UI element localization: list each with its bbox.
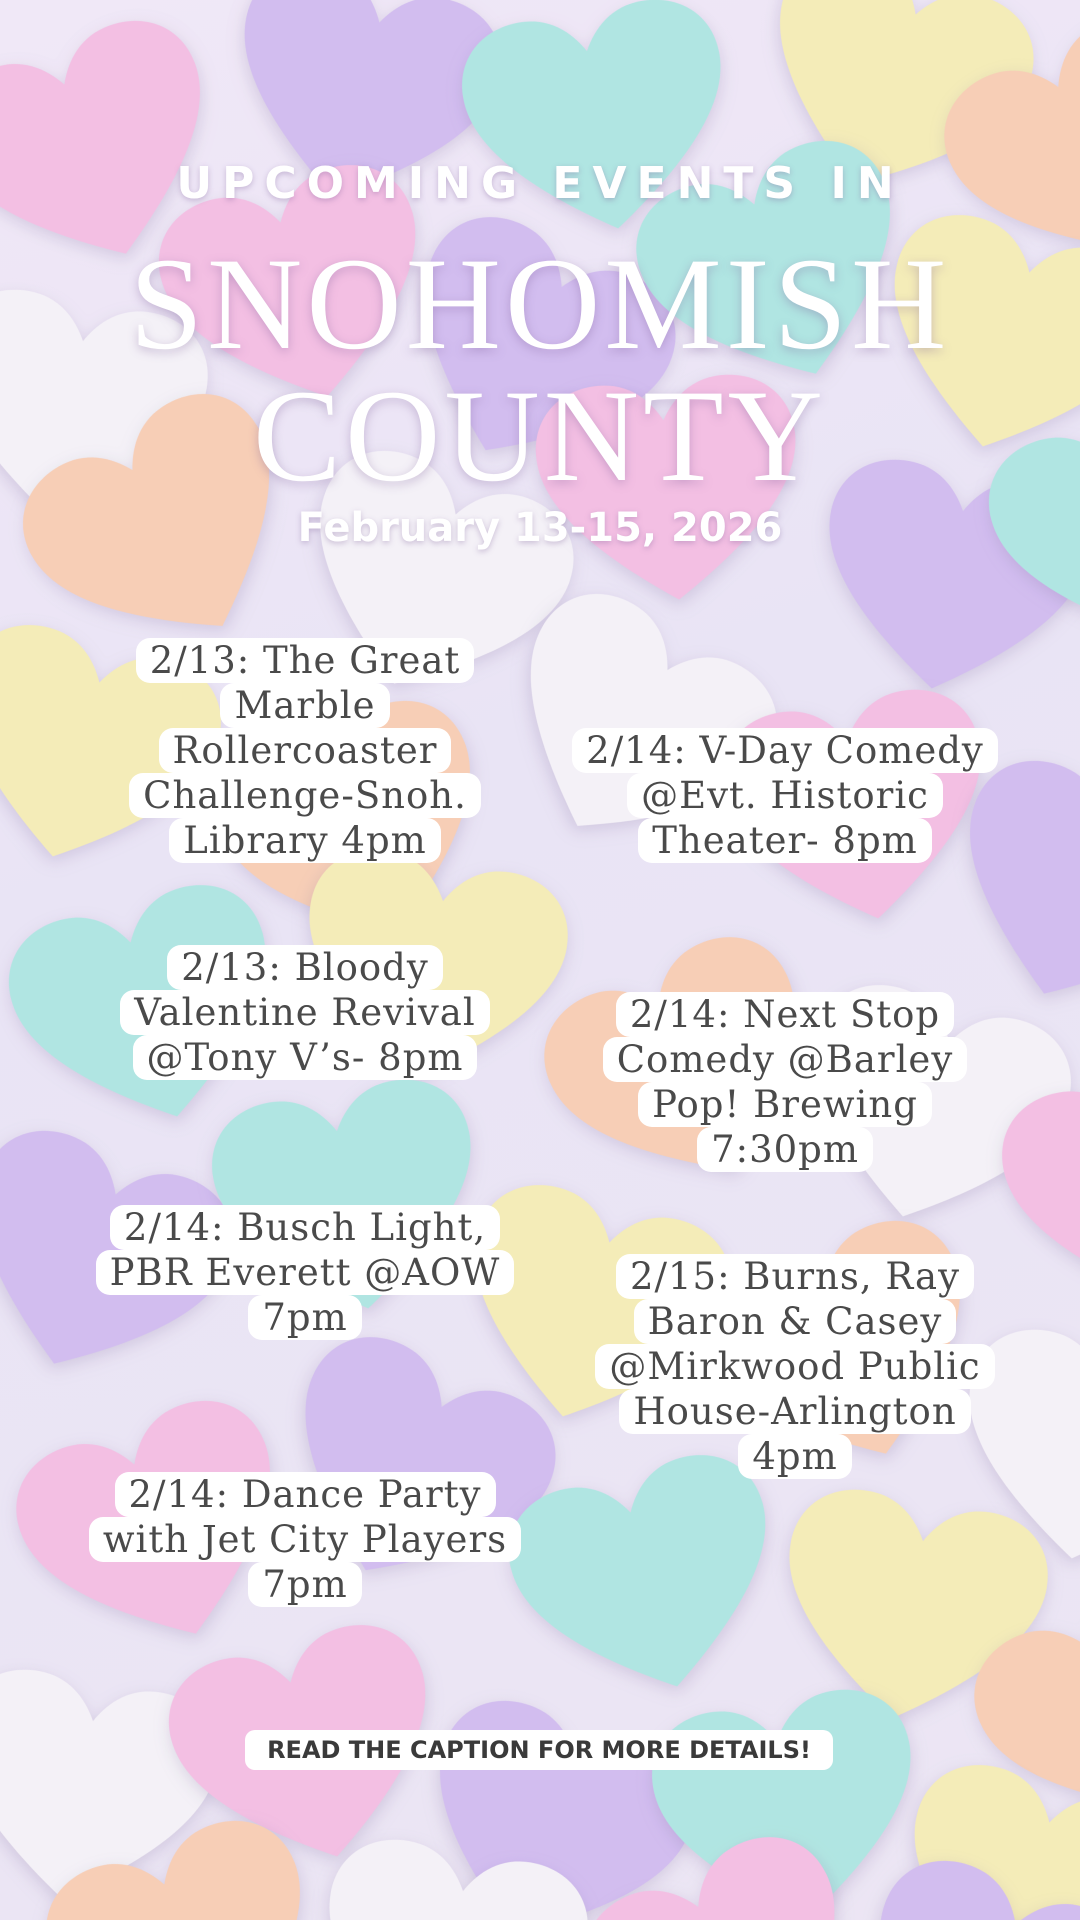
event-line: 2/15: Burns, Ray <box>616 1254 974 1299</box>
event-line: @Tony V’s- 8pm <box>133 1035 478 1080</box>
event-line: House-Arlington <box>619 1389 970 1434</box>
page-title <box>0 230 1080 509</box>
event-card <box>555 728 1015 863</box>
event-line: Marble <box>220 683 389 728</box>
event-line: 7pm <box>248 1295 361 1340</box>
event-line: 7pm <box>248 1562 361 1607</box>
event-line: 2/14: Dance Party <box>115 1472 496 1517</box>
event-card <box>565 1254 1025 1479</box>
title-line-2: COUNTY <box>253 362 827 509</box>
event-line: @Evt. Historic <box>627 773 943 818</box>
event-line: Baron & Casey <box>634 1299 957 1344</box>
event-card <box>70 1472 540 1607</box>
event-line: 2/14: Busch Light, <box>110 1205 500 1250</box>
event-card <box>75 1205 535 1340</box>
event-line: 2/14: V-Day Comedy <box>572 728 998 773</box>
header-kicker: UPCOMING EVENTS IN <box>176 158 904 209</box>
event-line: Rollercoaster <box>159 728 452 773</box>
event-line: @Mirkwood Public <box>595 1344 994 1389</box>
event-line: Library 4pm <box>169 818 441 863</box>
event-line: 2/13: The Great <box>136 638 475 683</box>
event-card <box>90 945 520 1080</box>
event-card <box>90 638 520 863</box>
event-line: 7:30pm <box>697 1127 873 1172</box>
event-line: Pop! Brewing <box>638 1082 932 1127</box>
event-card <box>570 992 1000 1172</box>
event-line: 2/14: Next Stop <box>616 992 954 1037</box>
event-line: Valentine Revival <box>120 990 489 1035</box>
event-dates: February 13-15, 2026 <box>297 505 783 551</box>
event-line: with Jet City Players <box>89 1517 521 1562</box>
event-line: 2/13: Bloody <box>167 945 442 990</box>
event-line: 4pm <box>738 1434 851 1479</box>
event-line: PBR Everett @AOW <box>96 1250 515 1295</box>
event-line: Theater- 8pm <box>638 818 932 863</box>
event-line: Comedy @Barley <box>603 1037 968 1082</box>
event-line: Challenge-Snoh. <box>129 773 481 818</box>
title-line-1: SNOHOMISH <box>129 230 951 377</box>
caption-callout: READ THE CAPTION FOR MORE DETAILS! <box>245 1730 833 1770</box>
